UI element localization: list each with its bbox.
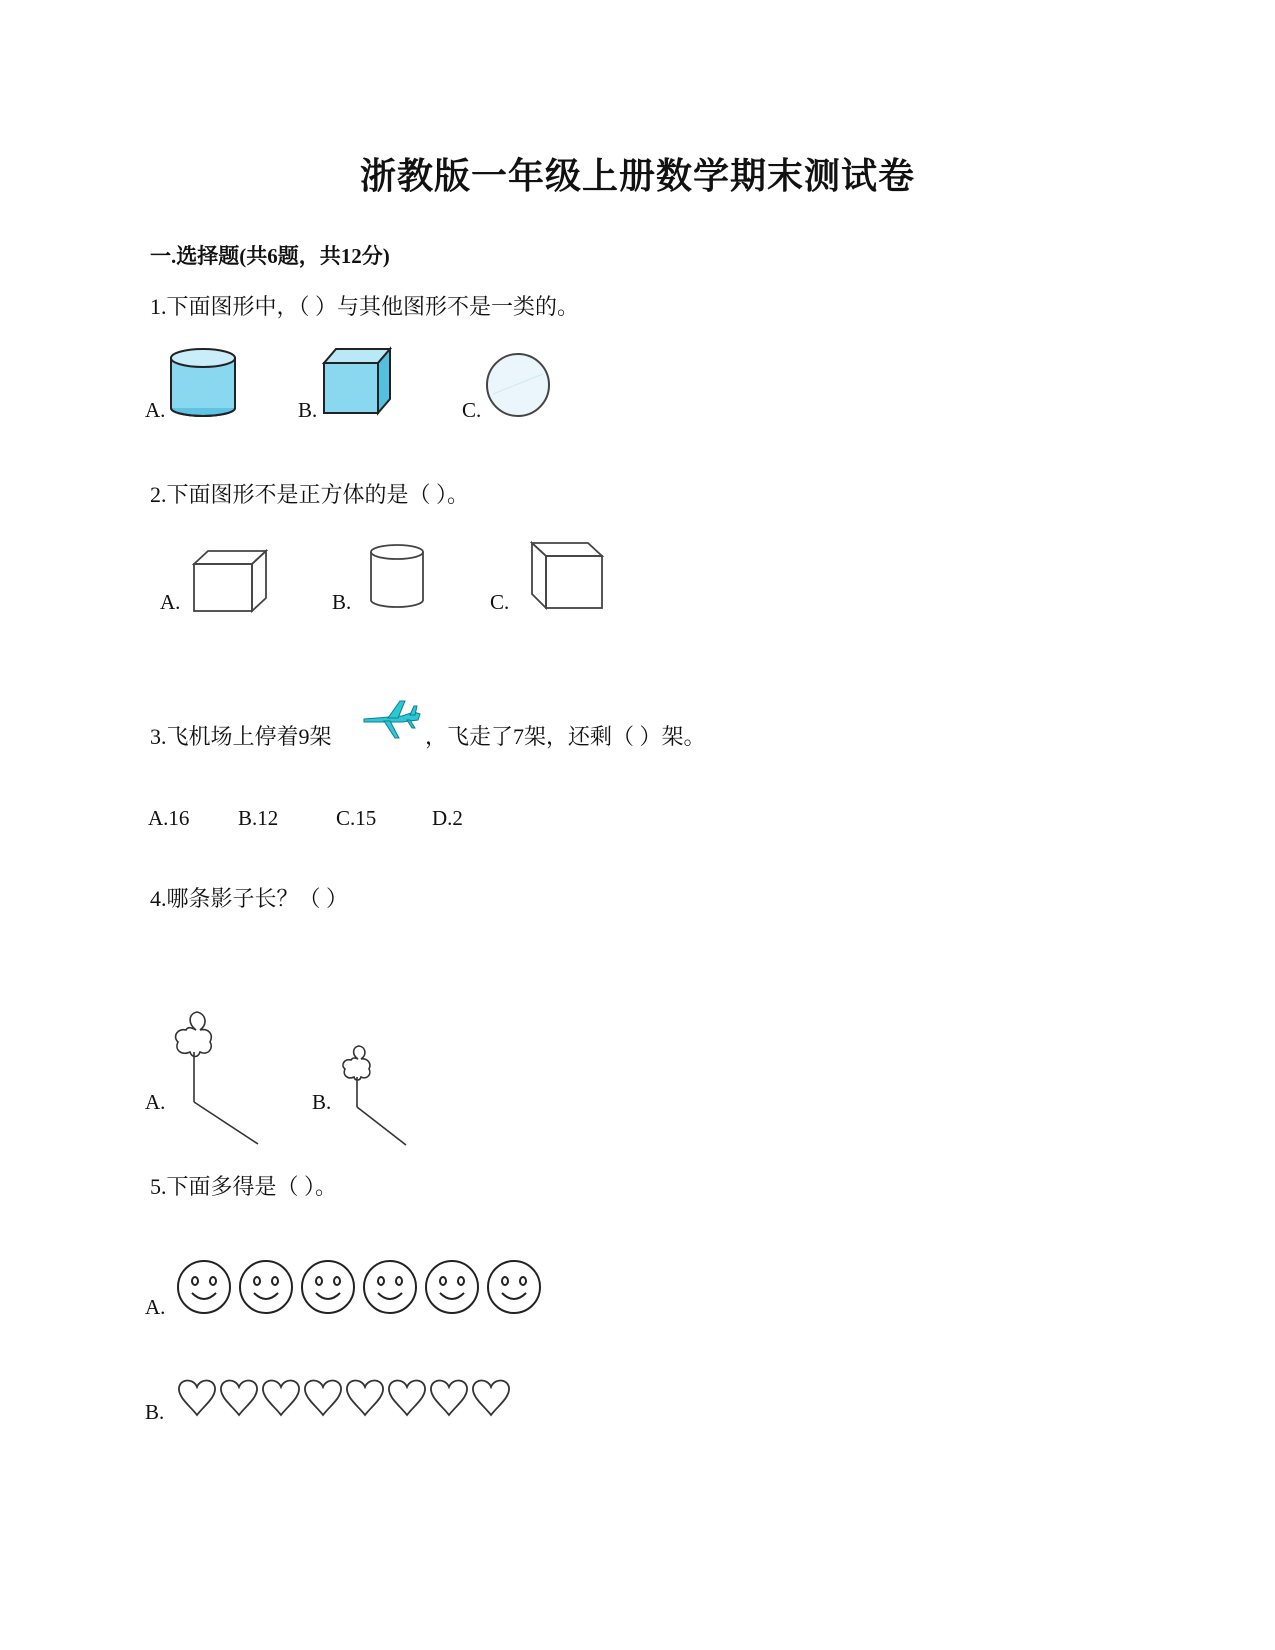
- smiley-icon: [240, 1261, 292, 1313]
- page-title: 浙教版一年级上册数学期末测试卷: [359, 156, 915, 196]
- q3-option-a: A.16: [148, 806, 190, 830]
- smiley-icon: [178, 1261, 230, 1313]
- q3-option-c: C.15: [336, 806, 377, 830]
- section-heading: 一.选择题(共6题，共12分): [150, 244, 390, 268]
- question-2-text: 2.下面图形不是正方体的是（ ）。: [150, 482, 470, 507]
- question-3-text-before: 3.飞机场上停着9架: [150, 724, 332, 749]
- question-4-text: 4.哪条影子长？（ ）: [150, 886, 349, 911]
- q4-option-b-label: B.: [312, 1090, 332, 1114]
- smiley-row: [176, 1255, 556, 1325]
- cube-icon: [322, 347, 394, 417]
- airplane-icon: [362, 698, 422, 742]
- cuboid-icon: [192, 548, 270, 614]
- q1-option-c-label: C.: [462, 398, 482, 422]
- heart-row: [176, 1375, 536, 1425]
- question-1-text: 1.下面图形中，（ ）与其他图形不是一类的。: [150, 294, 580, 319]
- smiley-icon: [488, 1261, 540, 1313]
- heart-icon: [473, 1381, 509, 1415]
- cylinder-icon: [368, 542, 426, 610]
- q2-option-a-label: A.: [160, 590, 181, 614]
- circle-icon: [485, 352, 551, 418]
- q3-option-d: D.2: [432, 806, 463, 830]
- heart-icon: [347, 1381, 383, 1415]
- cube-icon: [530, 540, 606, 612]
- smiley-icon: [364, 1261, 416, 1313]
- q2-option-c-label: C.: [490, 590, 510, 614]
- cylinder-icon: [168, 345, 238, 417]
- question-5-text: 5.下面多得是（ ）。: [150, 1174, 338, 1199]
- q1-option-b-label: B.: [298, 398, 318, 422]
- smiley-icon: [302, 1261, 354, 1313]
- q3-option-b: B.12: [238, 806, 279, 830]
- q5-option-b-label: B.: [145, 1400, 165, 1424]
- smiley-icon: [426, 1261, 478, 1313]
- question-3-text-after: ，飞走了7架，还剩（ ）架。: [425, 724, 706, 749]
- q4-option-a-label: A.: [145, 1090, 166, 1114]
- tree-shadow-icon: [338, 1045, 414, 1149]
- heart-icon: [305, 1381, 341, 1415]
- q5-option-a-label: A.: [145, 1295, 166, 1319]
- tree-shadow-icon: [170, 1010, 266, 1146]
- q2-option-b-label: B.: [332, 590, 352, 614]
- heart-icon: [221, 1381, 257, 1415]
- heart-icon: [179, 1381, 215, 1415]
- heart-icon: [389, 1381, 425, 1415]
- q1-option-a-label: A.: [145, 398, 166, 422]
- heart-icon: [431, 1381, 467, 1415]
- heart-icon: [263, 1381, 299, 1415]
